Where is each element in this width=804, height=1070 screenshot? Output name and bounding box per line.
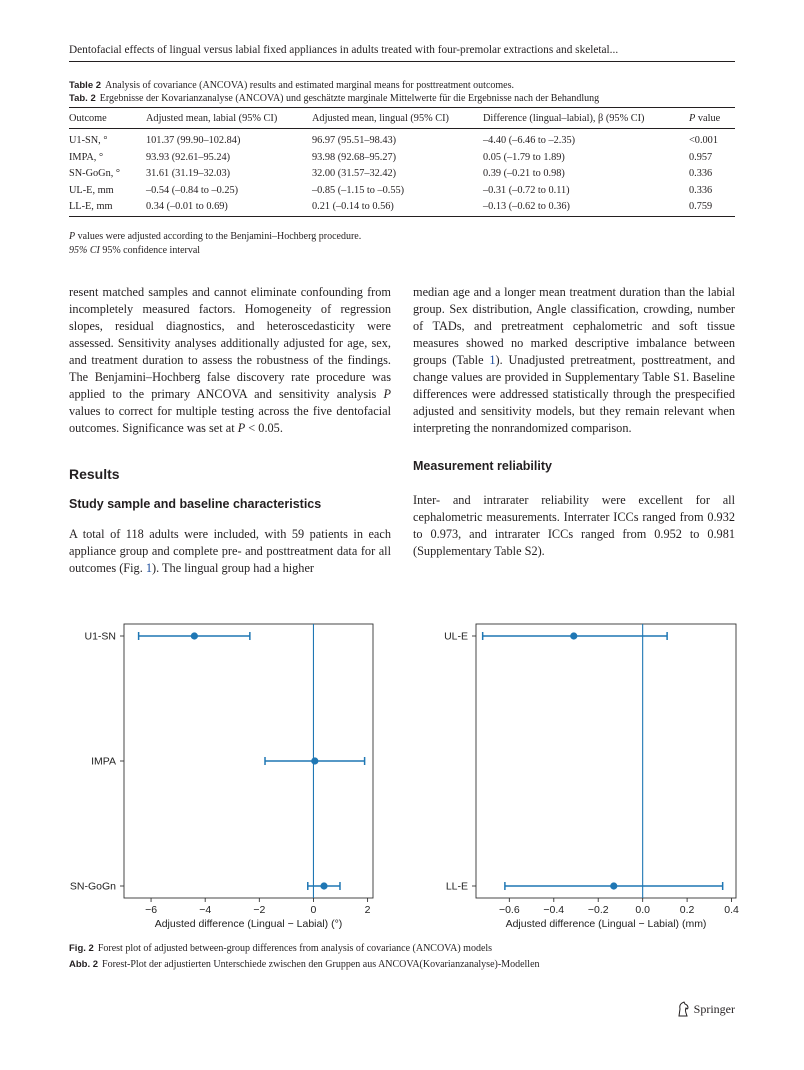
italic-p: P xyxy=(237,421,246,435)
cell-lingual: –0.85 (–1.15 to –0.55) xyxy=(312,184,405,196)
results-paragraph xyxy=(69,526,391,577)
x-tick-label: −2 xyxy=(253,904,266,916)
italic-p: P xyxy=(383,387,391,401)
springer-horse-icon xyxy=(676,1001,691,1017)
table-row xyxy=(69,198,735,217)
note-italic: P xyxy=(69,231,76,242)
text-run: median age and a longer mean treatment duration than the labial group. Sex distribution, Angle classification, crowding, number of TADs, and pretreatment cephalometric and soft tissue measures showed no marked descriptive imbalance between groups (Table xyxy=(413,285,735,367)
x-tick-label: −0.2 xyxy=(587,904,609,916)
cell-pvalue: 0.957 xyxy=(689,151,713,163)
y-tick-label: UL-E xyxy=(444,630,468,643)
results-heading: Results xyxy=(69,466,120,482)
text-run: < 0.05. xyxy=(245,421,283,435)
x-tick-label: −0.6 xyxy=(498,904,520,916)
table-label-en: Table 2 xyxy=(69,80,102,91)
y-tick-label: IMPA xyxy=(91,755,116,768)
th-pvalue-p: P xyxy=(689,113,696,124)
text-run: ). Unadjusted pretreatment, posttreatment, and change values are provided in Supplementary Table S1. Baseline differences were addressed statistically through the prespecified adjusted and sensitivity models, but they remain relevant when interpreting the nonrandomized comparison. xyxy=(413,353,735,435)
cell-lingual: 0.21 (–0.14 to 0.56) xyxy=(312,201,394,212)
table-note-pvalues xyxy=(69,230,735,244)
point-estimate xyxy=(320,882,327,889)
cell-pvalue: <0.001 xyxy=(689,135,718,146)
cell-outcome: LL-E, mm xyxy=(69,201,113,212)
study-sample-heading: Study sample and baseline characteristics xyxy=(69,497,322,511)
point-estimate xyxy=(610,882,617,889)
x-tick-label: 2 xyxy=(364,904,371,916)
th-difference: Difference (lingual–labial), β (95% CI) xyxy=(483,113,645,124)
table-caption-de xyxy=(69,92,735,105)
table-label-de: Tab. 2 xyxy=(69,93,96,104)
cell-lingual: 32.00 (31.57–32.42) xyxy=(312,168,397,179)
point-estimate xyxy=(191,632,198,639)
cell-difference: –0.31 (–0.72 to 0.11) xyxy=(483,184,570,196)
publisher-logo xyxy=(676,1001,735,1017)
table-caption xyxy=(69,79,735,105)
cell-labial: –0.54 (–0.84 to –0.25) xyxy=(146,184,239,196)
x-axis-label: Adjusted difference (Lingual − Labial) (°) xyxy=(154,918,343,930)
note-italic: 95% CI xyxy=(69,244,100,256)
cell-outcome: IMPA, ° xyxy=(69,151,104,163)
x-axis-label: Adjusted difference (Lingual − Labial) (mm) xyxy=(505,918,707,930)
figure-caption-en xyxy=(69,941,735,957)
point-estimate xyxy=(570,632,577,639)
cell-lingual: 96.97 (95.51–98.43) xyxy=(312,135,397,146)
table-caption-de-text: Ergebnisse der Kovarianzanalyse (ANCOVA) und geschätzte marginale Mittelwerte für die Ergebnisse nach der Behandlung xyxy=(99,93,600,104)
x-tick-label: −0.4 xyxy=(543,904,565,916)
y-tick-label: U1-SN xyxy=(84,630,116,643)
table-ref-link[interactable]: 1 xyxy=(489,353,496,367)
forest-plot xyxy=(60,612,750,937)
left-column xyxy=(69,284,391,577)
forest-panel-degrees xyxy=(70,624,373,930)
cell-labial: 31.61 (31.19–32.03) xyxy=(146,168,231,179)
figure-caption-de xyxy=(69,957,735,973)
figure-caption xyxy=(69,941,735,973)
text-run: ). The lingual group had a higher xyxy=(152,561,314,575)
x-tick-label: 0.4 xyxy=(724,904,739,916)
table-note-ci xyxy=(69,244,735,258)
figure-2 xyxy=(60,612,750,937)
header-rule xyxy=(69,61,735,62)
text-run: resent matched samples and cannot eliminate confounding from incompletely measured factors. Homogeneity of regression slopes, residual diagnostics, and heteroscedasticity were assessed. Sensitivity analyses additionally adjusted for age, sex, and treatment duration to assess the robustness of the findings. The Benjamini–Hochberg false discovery rate procedure was applied to the primary ANCOVA and sensitivity analysis xyxy=(69,285,391,401)
running-header: Dentofacial effects of lingual versus labial fixed appliances in adults treated with four-premolar extractions and skeletal... xyxy=(69,44,619,56)
th-outcome: Outcome xyxy=(69,113,107,124)
table-row xyxy=(69,129,735,149)
note-text: 95% confidence interval xyxy=(99,244,201,256)
table-row xyxy=(69,182,735,199)
cell-difference: 0.05 (–1.79 to 1.89) xyxy=(483,151,565,163)
th-pvalue: P value xyxy=(689,113,721,124)
y-tick-label: LL-E xyxy=(445,880,468,893)
x-tick-label: 0 xyxy=(310,904,317,916)
figure-caption-de-text: Forest-Plot der adjustierten Unterschiede zwischen den Gruppen aus ANCOVA(Kovarianzanalyse)-Modellen xyxy=(102,959,540,970)
cell-pvalue: 0.336 xyxy=(689,184,713,196)
cell-outcome: SN-GoGn, ° xyxy=(69,168,121,179)
figure-caption-en-text: Forest plot of adjusted between-group differences from analysis of covariance (ANCOVA) models xyxy=(97,943,493,954)
cell-difference: –4.40 (–6.46 to –2.35) xyxy=(483,135,576,146)
th-lingual: Adjusted mean, lingual (95% CI) xyxy=(312,113,449,124)
text-run: A total of 118 adults were included, with 59 patients in each appliance group and complete pre- and posttreatment data for all outcomes (Fig. xyxy=(69,527,391,575)
table-row xyxy=(69,149,735,166)
reliability-heading: Measurement reliability xyxy=(413,459,552,473)
figure-label-en: Fig. 2 xyxy=(69,943,94,954)
point-estimate xyxy=(311,757,318,764)
cell-pvalue: 0.336 xyxy=(689,168,713,179)
cell-labial: 0.34 (–0.01 to 0.69) xyxy=(146,201,228,212)
th-labial: Adjusted mean, labial (95% CI) xyxy=(146,113,278,124)
results-table xyxy=(69,107,735,217)
x-tick-label: 0.2 xyxy=(679,904,695,916)
reliability-paragraph: Inter- and intrarater reliability were excellent for all cephalometric measurements. Interrater ICCs ranged from 0.932 to 0.973, and intrarater ICCs ranged from 0.952 to 0.981 (Supplementary Table S2). xyxy=(413,493,735,558)
y-tick-label: SN-GoGn xyxy=(69,880,116,893)
cell-lingual: 93.98 (92.68–95.27) xyxy=(312,151,397,163)
publisher-name: Springer xyxy=(693,1001,735,1016)
text-run: values to correct for multiple testing across the five dentofacial outcomes. Significance was set at xyxy=(69,404,391,435)
figure-label-de: Abb. 2 xyxy=(69,959,99,970)
x-tick-label: −6 xyxy=(145,904,158,916)
x-tick-label: −4 xyxy=(199,904,212,916)
cell-outcome: U1-SN, ° xyxy=(69,135,108,146)
cell-pvalue: 0.759 xyxy=(689,201,713,212)
cell-difference: –0.13 (–0.62 to 0.36) xyxy=(483,201,570,212)
cell-labial: 101.37 (99.90–102.84) xyxy=(146,135,241,146)
cell-outcome: UL-E, mm xyxy=(69,184,114,196)
table-caption-en xyxy=(69,79,735,92)
cell-labial: 93.93 (92.61–95.24) xyxy=(146,151,231,163)
note-text: values were adjusted according to the Benjamini–Hochberg procedure. xyxy=(75,231,362,242)
right-column xyxy=(413,284,735,560)
cell-difference: 0.39 (–0.21 to 0.98) xyxy=(483,168,565,179)
plot-frame xyxy=(476,624,736,898)
table-row xyxy=(69,165,735,182)
table-header-row xyxy=(69,108,735,129)
figure-ref-link[interactable]: 1 xyxy=(145,561,153,575)
table-notes xyxy=(69,230,735,257)
x-tick-label: 0.0 xyxy=(635,904,650,916)
methods-paragraph xyxy=(69,284,391,437)
table-caption-en-text: Analysis of covariance (ANCOVA) results and estimated marginal means for posttreatment outcomes. xyxy=(105,80,515,91)
baseline-paragraph xyxy=(413,284,735,437)
forest-panel-mm xyxy=(444,624,739,930)
